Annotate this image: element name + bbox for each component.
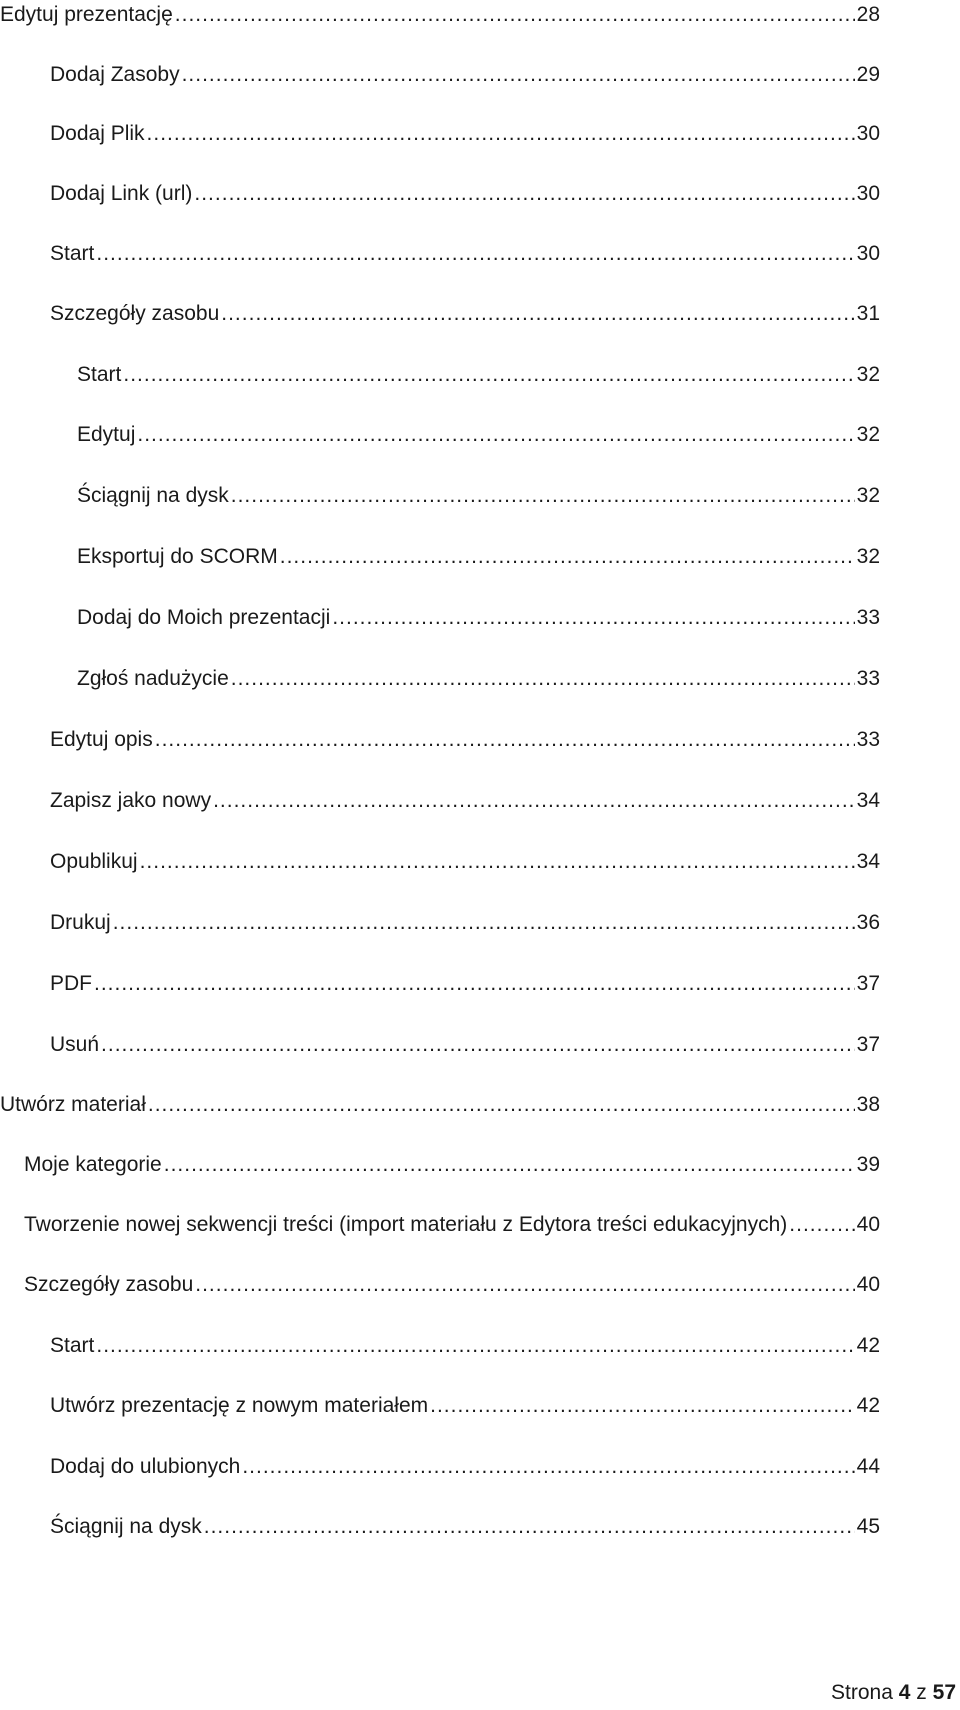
toc-entry[interactable] xyxy=(50,1514,880,1540)
toc-entry-page: 34 xyxy=(856,850,880,873)
toc-dot-leader xyxy=(195,1272,854,1298)
toc-dot-leader xyxy=(175,2,855,28)
toc-entry-page: 42 xyxy=(856,1394,880,1417)
toc-dot-leader xyxy=(182,62,855,88)
toc-dot-leader xyxy=(147,121,855,147)
total-page-count: 57 xyxy=(932,1681,956,1704)
toc-entry-title: Dodaj Zasoby xyxy=(50,63,180,86)
toc-entry-page: 42 xyxy=(856,1334,880,1357)
toc-entry-page: 32 xyxy=(856,484,880,507)
toc-entry-title: Start xyxy=(50,242,95,265)
page-footer xyxy=(831,1680,956,1706)
toc-dot-leader xyxy=(137,422,854,448)
toc-entry-title: Eksportuj do SCORM xyxy=(77,545,278,568)
toc-dot-leader xyxy=(96,241,854,267)
toc-entry[interactable] xyxy=(50,62,880,88)
toc-entry-page: 30 xyxy=(856,122,880,145)
toc-entry-title: Edytuj prezentację xyxy=(0,3,173,26)
page-number-prefix: Strona xyxy=(831,1681,893,1704)
toc-entry[interactable] xyxy=(77,666,880,692)
toc-entry[interactable] xyxy=(50,1032,880,1058)
toc-entry-page: 38 xyxy=(856,1093,880,1116)
toc-entry[interactable] xyxy=(50,1454,880,1480)
toc-entry-title: Dodaj Plik xyxy=(50,122,145,145)
toc-entry-page: 29 xyxy=(856,63,880,86)
toc-dot-leader xyxy=(204,1514,855,1540)
toc-entry[interactable] xyxy=(77,483,880,509)
toc-entry-page: 33 xyxy=(856,728,880,751)
toc-dot-leader xyxy=(94,971,855,997)
toc-entry[interactable] xyxy=(50,971,880,997)
toc-entry-page: 37 xyxy=(856,972,880,995)
toc-entry[interactable] xyxy=(24,1212,880,1238)
toc-entry-page: 39 xyxy=(856,1153,880,1176)
toc-entry[interactable] xyxy=(50,910,880,936)
toc-entry[interactable] xyxy=(77,544,880,570)
toc-entry-title: Usuń xyxy=(50,1033,100,1056)
toc-dot-leader xyxy=(280,544,855,570)
toc-entry-page: 34 xyxy=(856,789,880,812)
toc-entry[interactable] xyxy=(50,1393,880,1419)
toc-dot-leader xyxy=(221,301,854,327)
toc-entry-page: 32 xyxy=(856,363,880,386)
toc-entry[interactable] xyxy=(50,788,880,814)
toc-entry-title: Tworzenie nowej sekwencji treści (import materiału z Edytora treści edukacyjnych) xyxy=(24,1213,788,1236)
toc-entry-title: Szczegóły zasobu xyxy=(24,1273,194,1296)
toc-dot-leader xyxy=(101,1032,855,1058)
toc-entry-title: PDF xyxy=(50,972,92,995)
toc-entry-title: Dodaj do ulubionych xyxy=(50,1455,241,1478)
toc-entry[interactable] xyxy=(24,1152,880,1178)
toc-entry-title: Drukuj xyxy=(50,911,111,934)
toc-entry-title: Zapisz jako nowy xyxy=(50,789,212,812)
toc-entry[interactable] xyxy=(50,727,880,753)
toc-entry[interactable] xyxy=(0,1092,880,1118)
toc-entry-page: 32 xyxy=(856,423,880,446)
toc-entry-title: Edytuj opis xyxy=(50,728,153,751)
toc-entry[interactable] xyxy=(77,605,880,631)
toc-entry[interactable] xyxy=(50,181,880,207)
toc-entry-title: Ściągnij na dysk xyxy=(50,1515,202,1538)
toc-entry-page: 31 xyxy=(856,302,880,325)
toc-entry-page: 30 xyxy=(856,182,880,205)
toc-entry-page: 32 xyxy=(856,545,880,568)
toc-entry-title: Moje kategorie xyxy=(24,1153,162,1176)
toc-entry-title: Dodaj do Moich prezentacji xyxy=(77,606,331,629)
toc-dot-leader xyxy=(155,727,855,753)
toc-entry-page: 40 xyxy=(856,1213,880,1236)
toc-entry-title: Utwórz prezentację z nowym materiałem xyxy=(50,1394,429,1417)
toc-dot-leader xyxy=(96,1333,854,1359)
toc-entry-title: Start xyxy=(50,1334,95,1357)
toc-entry-title: Edytuj xyxy=(77,423,136,446)
toc-dot-leader xyxy=(213,788,855,814)
toc-entry[interactable] xyxy=(77,362,880,388)
toc-entry-page: 33 xyxy=(856,606,880,629)
toc-dot-leader xyxy=(231,666,855,692)
toc-entry-page: 36 xyxy=(856,911,880,934)
toc-entry[interactable] xyxy=(50,241,880,267)
toc-entry[interactable] xyxy=(50,1333,880,1359)
toc-entry[interactable] xyxy=(50,849,880,875)
toc-entry[interactable] xyxy=(50,121,880,147)
toc-dot-leader xyxy=(113,910,855,936)
toc-dot-leader xyxy=(332,605,854,631)
toc-dot-leader xyxy=(123,362,854,388)
toc-entry-title: Ściągnij na dysk xyxy=(77,484,229,507)
toc-entry-page: 37 xyxy=(856,1033,880,1056)
toc-entry-page: 44 xyxy=(856,1455,880,1478)
toc-entry-title: Zgłoś nadużycie xyxy=(77,667,229,690)
toc-dot-leader xyxy=(164,1152,855,1178)
toc-entry[interactable] xyxy=(50,301,880,327)
toc-dot-leader xyxy=(430,1393,855,1419)
toc-entry-page: 45 xyxy=(856,1515,880,1538)
toc-entry[interactable] xyxy=(0,2,880,28)
toc-entry-page: 40 xyxy=(856,1273,880,1296)
toc-entry-title: Szczegóły zasobu xyxy=(50,302,220,325)
toc-dot-leader xyxy=(140,849,855,875)
current-page-number: 4 xyxy=(898,1681,911,1704)
toc-dot-leader xyxy=(231,483,855,509)
toc-entry[interactable] xyxy=(77,422,880,448)
toc-dot-leader xyxy=(194,181,854,207)
toc-dot-leader xyxy=(242,1454,854,1480)
toc-dot-leader xyxy=(148,1092,855,1118)
page-number-separator: z xyxy=(916,1681,927,1704)
toc-entry[interactable] xyxy=(24,1272,880,1298)
toc-entry-page: 30 xyxy=(856,242,880,265)
toc-entry-page: 33 xyxy=(856,667,880,690)
toc-dot-leader xyxy=(789,1212,854,1238)
toc-entry-page: 28 xyxy=(856,3,880,26)
toc-entry-title: Start xyxy=(77,363,122,386)
toc-entry-title: Dodaj Link (url) xyxy=(50,182,193,205)
toc-entry-title: Utwórz materiał xyxy=(0,1093,146,1116)
toc-entry-title: Opublikuj xyxy=(50,850,138,873)
